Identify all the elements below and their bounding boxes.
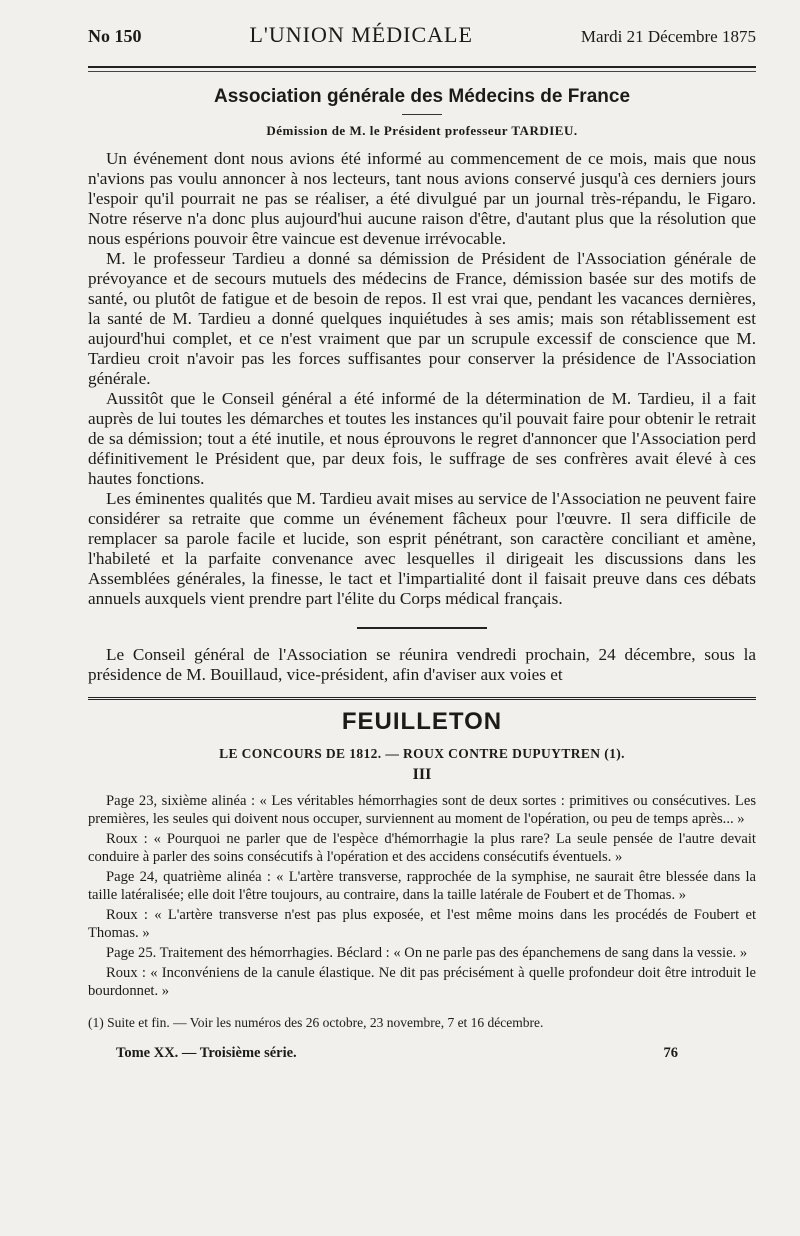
issue-date: Mardi 21 Décembre 1875 [580, 27, 756, 46]
volume-label: Tome XX. — Troisième série. [116, 1045, 297, 1061]
page-footer [88, 1045, 756, 1062]
feuilleton-body [88, 792, 756, 1000]
article-body [88, 149, 756, 685]
feuilleton-paragraph: Roux : « L'artère transverse n'est pas plus exposée, et l'est même moins dans les procédés de Foubert et Thomas. » [88, 907, 756, 941]
feuilleton-paragraph: Page 25. Traitement des hémorrhagies. Béclard : « On ne parle pas des épanchemens de sang dans la vessie. » [106, 945, 748, 961]
closing-paragraph: Le Conseil général de l'Association se réunira vendredi prochain, 24 décembre, sous la présidence de M. Bouillaud, vice-président, afin d'aviser aux voies et [88, 645, 756, 684]
feuilleton-part: III [412, 766, 432, 783]
article-paragraph: M. le professeur Tardieu a donné sa démission de Président de l'Association générale de prévoyance et de secours mutuels des médecins de France, démission basée sur des motifs de santé, ou plutôt de fatigue et de besoin de repos. Il est vrai que, pendant les vacances dernières, la santé de M. Tardieu a donné quelques inquiétudes à ses amis; mais son rétablissement est aujourd'hui complet, et ce n'est vraiment que par un scrupule excessif de conscience que M. Tardieu croit n'avoir pas les forces suffisantes pour conserver la présidence de l'Association générale. [88, 249, 756, 388]
header-rule [88, 66, 756, 68]
article-paragraph: Aussitôt que le Conseil général a été informé de la détermination de M. Tardieu, il a fait auprès de lui toutes les démarches et toutes les instances qu'il pouvait faire pour obtenir le retrait de sa démission; tout a été inutile, et nous éprouvons le regret d'annoncer que l'Association perd définitivement le Président que, par deux fois, le suffrage de ses confrères avait élevé à ces hautes fonctions. [88, 389, 756, 488]
feuilleton-subtitle: LE CONCOURS DE 1812. — ROUX CONTRE DUPUYTREN (1). [219, 746, 625, 761]
feuilleton-paragraph: Page 24, quatrième alinéa : « L'artère transverse, rapprochée de la symphise, ne saurait être blessée dans la taille latéralisée; elle doit l'être toujours, au contraire, dans la taille latérale de Foubert et de Thomas. » [88, 869, 756, 903]
header-rule-thin [88, 71, 756, 72]
footnote: (1) Suite et fin. — Voir les numéros des 26 octobre, 23 novembre, 7 et 16 décembre. [88, 1015, 544, 1030]
section-title: Association générale des Médecins de France [213, 86, 631, 107]
title-rule [402, 114, 442, 115]
feuilleton-paragraph: Roux : « Inconvéniens de la canule élastique. Ne dit pas précisément à quelle profondeur doit être introduit le bourdonnet. » [88, 965, 756, 999]
section-divider [357, 627, 487, 629]
feuilleton-title: FEUILLETON [341, 708, 503, 735]
issue-number: No 150 [88, 26, 142, 46]
feuilleton-rule [88, 697, 756, 700]
running-head [88, 16, 756, 58]
journal-title: L'UNION MÉDICALE [249, 22, 473, 47]
article-paragraph: Les éminentes qualités que M. Tardieu avait mises au service de l'Association ne peuvent faire considérer sa retraite que comme un événement fâcheux pour l'œuvre. Il sera difficile de remplacer sa parole facile et lucide, son esprit pénétrant, son caractère conciliant et amène, l'habileté et la parfaite convenance avec lesquelles il dirigeait les discussions dans les Assemblées générales, la finesse, le tact et l'impartialité dont il faisait preuve dans ces débats annuels auxquels vient prendre part l'élite du Corps médical français. [88, 489, 756, 608]
article-paragraph: Un événement dont nous avions été informé au commencement de ce mois, mais que nous n'avions pas voulu annoncer à nos lecteurs, tant nous avions conservé jusqu'à ces derniers jours l'espoir qu'il pourrait ne pas se réaliser, a été divulgué par un journal très-répandu, le Figaro. Notre réserve n'a donc plus aujourd'hui aucune raison d'être, d'autant plus que la résolution que nous espérions pouvoir être vaincue est devenue irrévocable. [88, 149, 756, 248]
page-number: 76 [663, 1045, 678, 1061]
feuilleton-paragraph: Page 23, sixième alinéa : « Les véritables hémorrhagies sont de deux sortes : primitives ou consécutives. Les premières, les seules qui doivent nous occuper, surviennent au moment de l'opération, ou peu de temps après... » [88, 793, 756, 827]
article-subtitle: Démission de M. le Président professeur TARDIEU. [266, 123, 578, 138]
feuilleton-paragraph: Roux : « Pourquoi ne parler que de l'espèce d'hémorrhagie la plus rare? La seule pensée de l'autre devait conduire à parler des soins consécutifs à l'opération et des accidens consécutifs éventuels. » [88, 831, 756, 865]
